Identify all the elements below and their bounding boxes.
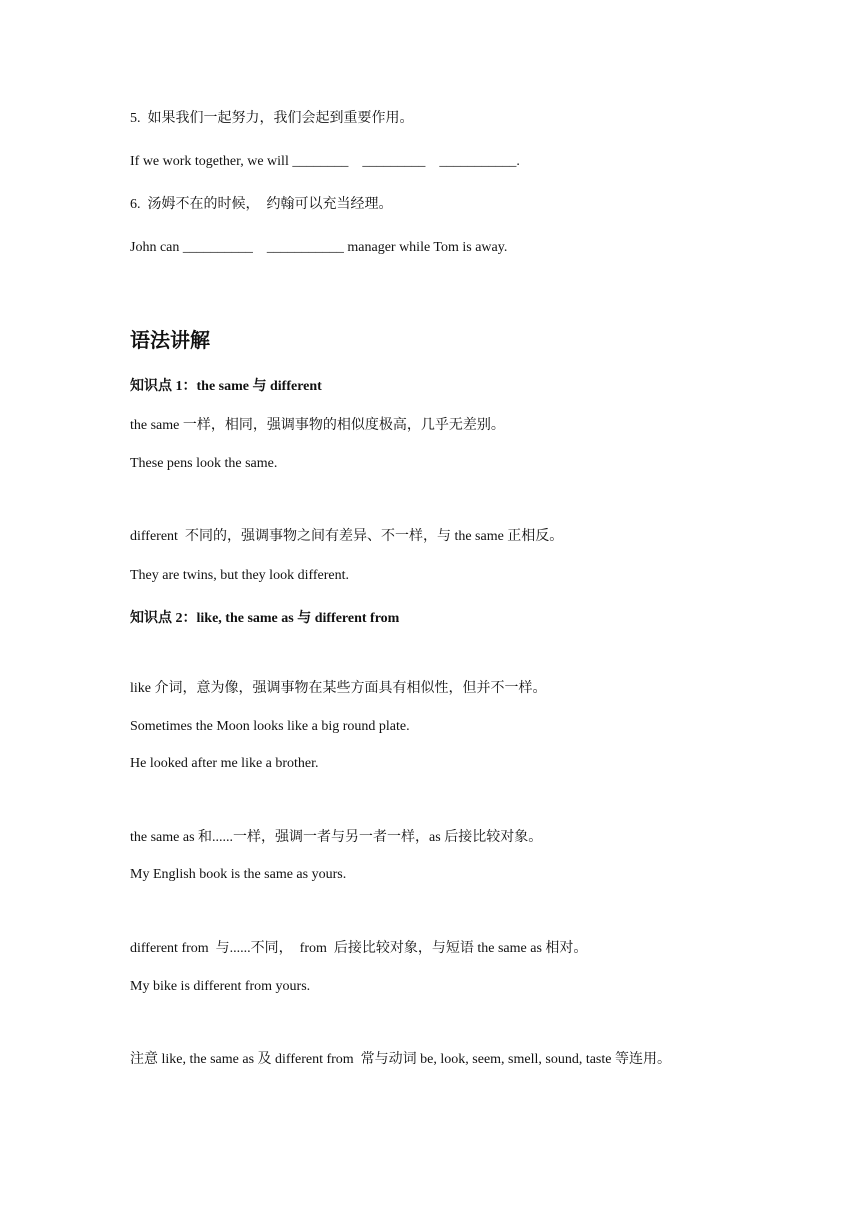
like-example-1: Sometimes the Moon looks like a big round plate.	[130, 719, 410, 734]
different-from-definition: different from 与......不同， from 后接比较对象，与短语 the same as 相对。	[130, 941, 588, 956]
exercise-5-prompt: 5. 如果我们一起努力，我们会起到重要作用。	[130, 111, 414, 126]
different-definition: different 不同的，强调事物之间有差异、不一样，与 the same 正相反。	[130, 529, 564, 544]
knowledge-point-2-heading: 知识点 2：like, the same as 与 different from	[130, 611, 400, 626]
the-same-as-definition: the same as 和......一样，强调一者与另一者一样，as 后接比较对象。	[130, 830, 543, 845]
exercise-6-answer: John can __________ ___________ manager while Tom is away.	[130, 240, 508, 255]
exercise-5-answer: If we work together, we will ________ _________ ___________.	[130, 154, 520, 169]
different-example: They are twins, but they look different.	[130, 568, 350, 583]
the-same-example: These pens look the same.	[130, 456, 278, 471]
knowledge-point-1-heading: 知识点 1：the same 与 different	[130, 379, 322, 394]
usage-note: 注意 like, the same as 及 different from 常与动词 be, look, seem, smell, sound, taste 等连用。	[130, 1052, 671, 1067]
different-from-example: My bike is different from yours.	[130, 979, 311, 994]
the-same-as-example: My English book is the same as yours.	[130, 867, 347, 882]
like-definition: like 介词，意为像，强调事物在某些方面具有相似性，但并不一样。	[130, 681, 547, 696]
grammar-section-title: 语法讲解	[130, 328, 210, 352]
exercise-6-prompt: 6. 汤姆不在的时候， 约翰可以充当经理。	[130, 197, 393, 212]
like-example-2: He looked after me like a brother.	[130, 756, 319, 771]
the-same-definition: the same 一样，相同，强调事物的相似度极高，几乎无差别。	[130, 418, 505, 433]
